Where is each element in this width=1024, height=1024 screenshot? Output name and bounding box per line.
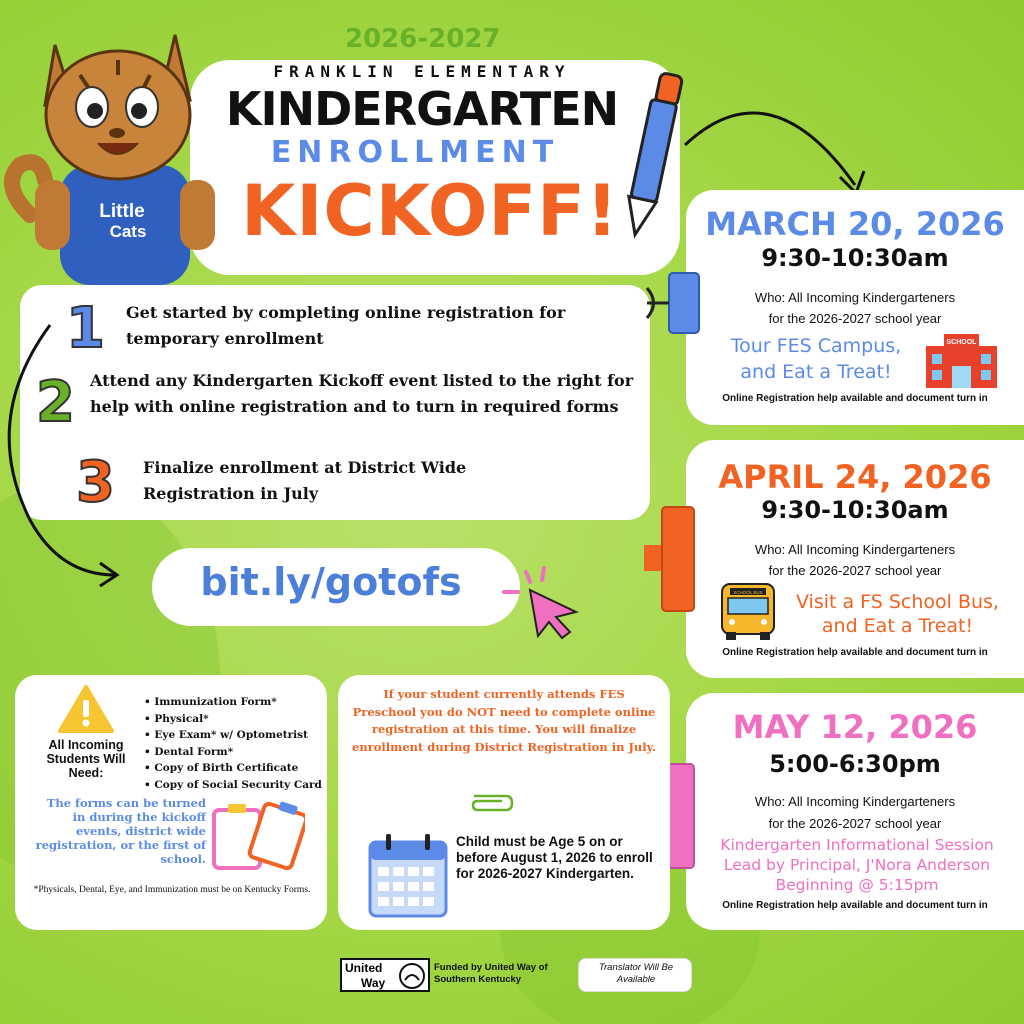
requirement-item: • Dental Form* bbox=[144, 744, 322, 761]
arrow-icon bbox=[0, 320, 130, 590]
event-date: MAY 12, 2026 bbox=[732, 708, 978, 746]
calendar-icon bbox=[368, 832, 448, 918]
hand-logo-icon bbox=[398, 962, 426, 990]
registration-link[interactable]: bit.ly/gotofs bbox=[200, 560, 462, 604]
step-text: Attend any Kindergarten Kickoff event listed to the right for help with online registration and to turn in required forms bbox=[90, 371, 634, 416]
school-name: FRANKLIN ELEMENTARY bbox=[273, 62, 571, 81]
event-activity: Beginning @ 5:15pm bbox=[775, 876, 939, 894]
event-activity: and Eat a Treat! bbox=[821, 615, 974, 637]
requirements-list bbox=[144, 694, 322, 793]
event-who: Who: All Incoming Kindergarteners bbox=[754, 290, 956, 305]
kentucky-forms-note: *Physicals, Dental, Eye, and Immunization must be on Kentucky Forms. bbox=[33, 885, 311, 895]
school-sign-text: SCHOOL bbox=[946, 339, 977, 346]
arrow-icon bbox=[680, 85, 880, 205]
paperclip-icon bbox=[466, 792, 516, 814]
event-time: 5:00-6:30pm bbox=[769, 750, 941, 778]
requirement-item: • Physical* bbox=[144, 711, 322, 728]
school-year: 2026-2027 bbox=[345, 24, 501, 54]
mascot-shirt-text: Cats bbox=[109, 222, 147, 241]
event-time: 9:30-10:30am bbox=[761, 244, 949, 272]
cat-mascot-icon bbox=[0, 15, 230, 285]
forms-note: The forms can be turned in during the kickoff events, district wide registration, or the first of school. bbox=[35, 796, 206, 866]
event-time: 9:30-10:30am bbox=[761, 496, 949, 524]
step-number: 2 bbox=[36, 370, 75, 435]
title-kickoff: KICKOFF! bbox=[241, 170, 619, 252]
event-footer: Online Registration help available and document turn in bbox=[722, 900, 988, 911]
requirement-item: • Immunization Form* bbox=[144, 694, 322, 711]
event-who: for the 2026-2027 school year bbox=[768, 563, 942, 578]
requirement-item: • Copy of Birth Certificate bbox=[144, 760, 322, 777]
event-date: APRIL 24, 2026 bbox=[718, 458, 992, 496]
event-footer: Online Registration help available and document turn in bbox=[722, 393, 988, 404]
age-requirement: Child must be Age 5 on or before August 1, 2026 to enroll for 2026-2027 Kindergarten. bbox=[456, 834, 653, 881]
event-activity: and Eat a Treat! bbox=[740, 361, 892, 383]
bus-sign-text: SCHOOL BUS bbox=[733, 590, 763, 595]
event-who: Who: All Incoming Kindergarteners bbox=[754, 794, 956, 809]
event-activity: Tour FES Campus, bbox=[730, 335, 902, 357]
event-who: Who: All Incoming Kindergarteners bbox=[754, 542, 956, 557]
binder-clip-icon bbox=[640, 505, 700, 615]
united-way-logo bbox=[340, 958, 430, 992]
funded-by-text: Funded by United Way of Southern Kentucky bbox=[434, 962, 548, 985]
logo-text: Way bbox=[361, 976, 386, 990]
event-who: for the 2026-2027 school year bbox=[768, 311, 942, 326]
title-kindergarten: KINDERGARTEN bbox=[225, 82, 619, 136]
event-footer: Online Registration help available and document turn in bbox=[722, 647, 988, 658]
title-enrollment: ENROLLMENT bbox=[270, 135, 560, 170]
binder-clip-icon bbox=[645, 268, 705, 338]
step-number: 3 bbox=[76, 450, 115, 515]
translator-note: Translator Will Be Available bbox=[598, 962, 674, 985]
step-text: Get started by completing online registration for temporary enrollment bbox=[126, 303, 566, 348]
cursor-icon bbox=[496, 560, 586, 640]
mascot-shirt-text: Little bbox=[99, 201, 145, 222]
clipboard-icon bbox=[210, 800, 305, 872]
event-activity: Lead by Principal, J'Nora Anderson bbox=[723, 856, 991, 874]
requirements-heading: All Incoming Students Will Need: bbox=[46, 738, 126, 780]
logo-text: United bbox=[345, 961, 383, 975]
step-text: Finalize enrollment at District Wide Registration in July bbox=[143, 458, 467, 503]
requirement-item: • Copy of Social Security Card bbox=[144, 777, 322, 794]
requirement-item: • Eye Exam* w/ Optometrist bbox=[144, 727, 322, 744]
event-activity: Visit a FS School Bus, bbox=[795, 591, 1000, 613]
warning-icon bbox=[58, 684, 114, 734]
preschool-note: If your student currently attends FES Preschool you do NOT need to complete online registration at this time. You will finalize enrollment during District Registration in July. bbox=[352, 687, 656, 754]
event-date: MARCH 20, 2026 bbox=[705, 205, 1005, 243]
event-activity: Kindergarten Informational Session bbox=[720, 836, 994, 854]
step-number: 1 bbox=[66, 296, 105, 361]
event-who: for the 2026-2027 school year bbox=[768, 816, 942, 831]
school-building-icon bbox=[924, 330, 999, 390]
school-bus-icon bbox=[718, 580, 778, 642]
